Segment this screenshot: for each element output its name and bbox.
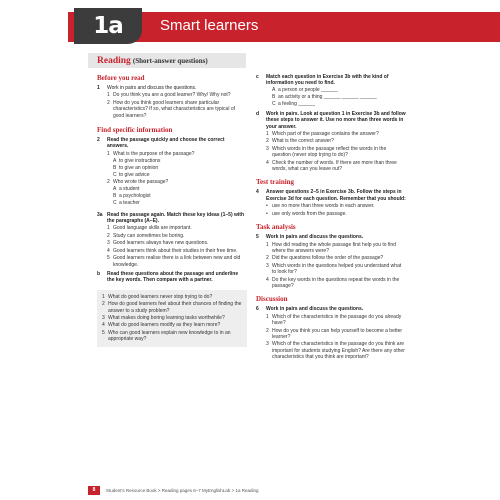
sub-question <box>97 248 247 254</box>
sub-question <box>97 255 247 268</box>
sub-question <box>256 242 406 255</box>
sub-question <box>256 131 406 137</box>
option-letter: B <box>113 164 117 171</box>
sub-question <box>256 255 406 261</box>
sub-text: How do good learners feel about their chances of finding the answer to a study problem? <box>108 301 242 314</box>
question-number: 1 <box>97 85 100 91</box>
question-4 <box>256 189 406 202</box>
sub-text: Check the number of words. If there are more than three words, what can you leave out? <box>272 159 397 173</box>
question-text: Read the passage again. Match these key ideas (1–5) with the paragraphs (A–E). <box>107 211 244 225</box>
sub-number: 2 <box>107 232 110 239</box>
bullet-item: • use no more than three words in each answer. <box>256 203 406 209</box>
sub-text: Do the key words in the questions repeat the words in the passage? <box>272 276 400 289</box>
box-question <box>102 330 242 343</box>
sub-number: 2 <box>107 99 110 106</box>
question-number: 6 <box>256 306 259 313</box>
question-5 <box>256 234 406 240</box>
section-title <box>97 54 208 68</box>
box-question <box>102 301 242 314</box>
question-text: Read the passage quickly and choose the correct answers. <box>107 137 225 150</box>
sub-number: 5 <box>102 329 105 336</box>
option-letter: B <box>113 193 117 200</box>
question-text: Work in pairs and discuss the questions. <box>266 234 364 241</box>
box-question <box>102 322 242 328</box>
option-text: to give an opinion <box>119 164 159 171</box>
sub-question <box>256 328 406 341</box>
question-3b <box>97 271 247 284</box>
sub-text: Which words in the questions helped you understand what to look for? <box>272 262 402 276</box>
sub-number: 1 <box>266 313 269 320</box>
sub-text: Good learners think about their studies in their free time. <box>113 247 238 254</box>
sub-number: 2 <box>266 327 269 334</box>
sub-number: 2 <box>266 255 269 262</box>
sub-text: Which of the characteristics in the passage do you already have? <box>272 313 402 327</box>
question-text: Work in pairs. Look at question 1 in Exercise 3b and follow these steps to answer it. Use no more than three words in your answer. <box>266 110 406 130</box>
box-question <box>102 315 242 321</box>
sub-text: Good language skills are important. <box>113 225 192 232</box>
sub-text: Who wrote the passage? <box>113 179 169 186</box>
sub-number: 5 <box>107 255 110 262</box>
section-title-main: Reading <box>97 56 131 66</box>
sub-question <box>97 240 247 246</box>
sub-question <box>256 277 406 290</box>
question-text: Work in pairs and discuss the questions. <box>107 85 197 91</box>
sub-number: 4 <box>107 247 110 254</box>
question-2 <box>97 137 247 150</box>
sub-number: 3 <box>266 145 269 152</box>
question-number: c <box>256 74 259 80</box>
sub-text: How do you think good learners share particular characteristics? If so, what characteristics are typical of good learners? <box>113 99 235 119</box>
question-3c <box>256 74 406 87</box>
option-text: an activity or a thing ______ ______ ______ <box>278 94 377 101</box>
page-number: 8 <box>88 486 100 495</box>
question-6 <box>256 306 406 312</box>
sub-number: 2 <box>266 138 269 145</box>
sub-question <box>97 92 247 98</box>
sub-text: What do good learners never stop trying to do? <box>108 293 213 300</box>
question-text: Read these questions about the passage and underline the key words. Then compare with a partner. <box>107 270 239 284</box>
option-text: a feeling ______ <box>278 101 315 108</box>
question-number: d <box>256 110 260 117</box>
question-number: 5 <box>256 234 259 241</box>
box-question <box>102 294 242 300</box>
questions-box <box>97 290 247 347</box>
unit-title: Smart learners <box>160 17 259 34</box>
sub-text: Good learners always have new questions. <box>113 240 209 247</box>
sub-question <box>256 138 406 144</box>
question-3a <box>97 212 247 225</box>
question-number: 3a <box>97 211 103 218</box>
question-text: Match each question in Exercise 3b with the kind of information you need to find. <box>266 74 389 87</box>
question-3d <box>256 111 406 130</box>
unit-badge: 1a <box>74 8 142 44</box>
option-text: a teacher <box>119 200 140 207</box>
sub-number: 4 <box>266 159 269 166</box>
option-letter: A <box>272 87 276 94</box>
heading-task-analysis: Task analysis <box>256 223 296 232</box>
bullet-text: use only words from the passage. <box>272 210 347 217</box>
question-number: 4 <box>256 189 259 196</box>
option-letter: C <box>113 200 117 207</box>
option-text: a psychologist <box>119 193 151 200</box>
question-text: Work in pairs and discuss the questions. <box>266 306 364 313</box>
bullet-text: use no more than three words in each answer. <box>272 203 375 210</box>
left-column <box>97 74 247 347</box>
sub-question <box>97 179 247 185</box>
sub-text: What is the purpose of the passage? <box>113 150 195 157</box>
sub-question <box>97 233 247 239</box>
option-item <box>97 172 247 178</box>
question-number: 2 <box>97 137 100 144</box>
option-text: a person or people ______ <box>278 87 338 94</box>
option-letter: C <box>272 101 276 108</box>
option-text: to give instructions <box>119 157 161 164</box>
question-number: b <box>97 270 101 277</box>
sub-text: Did the questions follow the order of the passage? <box>272 255 384 262</box>
sub-number: 1 <box>107 92 110 99</box>
sub-number: 1 <box>266 241 269 248</box>
option-text: to give advice <box>119 171 150 178</box>
sub-question <box>256 341 406 360</box>
heading-before-you-read: Before you read <box>97 74 145 82</box>
option-item <box>97 186 247 192</box>
sub-number: 1 <box>107 150 110 157</box>
option-text: a student <box>119 186 140 193</box>
option-item <box>256 87 406 93</box>
option-item <box>256 101 406 107</box>
sub-text: What do good learners modify as they learn more? <box>108 322 221 329</box>
sub-text: Who can good learners explain new knowledge to in an appropriate way? <box>108 329 231 343</box>
bullet-item: • use only words from the passage. <box>256 211 406 217</box>
sub-question <box>256 314 406 327</box>
sub-number: 4 <box>266 276 269 283</box>
sub-question <box>256 146 406 159</box>
option-letter: A <box>113 157 117 164</box>
sub-question <box>256 263 406 276</box>
sub-text: How do you think you can help yourself to become a better learner? <box>272 327 403 340</box>
option-item <box>97 200 247 206</box>
option-item <box>97 193 247 199</box>
sub-number: 3 <box>102 314 105 321</box>
option-letter: B <box>272 94 276 101</box>
option-item <box>97 165 247 171</box>
sub-number: 3 <box>266 341 269 348</box>
sub-number: 1 <box>107 225 110 232</box>
heading-test-training: Test training <box>256 178 295 187</box>
sub-text: Good learners realise there is a link between new and old knowledge. <box>113 255 241 268</box>
question-text: Answer questions 2–5 in Exercise 3b. Follow the steps in Exercise 3d for each question. Remember that you should: <box>266 189 406 202</box>
sub-text: Study can sometimes be boring. <box>113 232 185 239</box>
sub-question <box>97 100 247 119</box>
sub-number: 2 <box>107 179 110 186</box>
option-item <box>97 158 247 164</box>
option-item <box>256 94 406 100</box>
heading-find-specific-information: Find specific information <box>97 126 173 135</box>
right-column <box>256 74 406 361</box>
sub-text: How did reading the whole passage first help you to find where the answers were? <box>272 241 396 254</box>
question-1 <box>97 85 247 91</box>
option-letter: A <box>113 186 117 193</box>
sub-number: 1 <box>266 131 269 138</box>
sub-number: 2 <box>102 301 105 308</box>
sub-number: 3 <box>107 240 110 247</box>
sub-question <box>97 151 247 157</box>
heading-discussion: Discussion <box>256 295 288 304</box>
sub-text: Which of the characteristics in the passage do you think are important for students studying English? Are there any other characteristics that you think are important? <box>272 341 405 361</box>
option-letter: C <box>113 171 117 178</box>
sub-text: Which words in the passage reflect the words in the question (never stop trying to do)? <box>272 145 387 159</box>
sub-number: 1 <box>102 293 105 300</box>
sub-number: 4 <box>102 322 105 329</box>
sub-text: What is the correct answer? <box>272 138 334 145</box>
sub-question <box>256 160 406 173</box>
sub-text: What makes doing boring learning tasks worthwhile? <box>108 314 225 321</box>
sub-text: Which part of the passage contains the answer? <box>272 131 379 138</box>
sub-number: 3 <box>266 262 269 269</box>
sub-question <box>97 225 247 231</box>
section-title-sub: (Short-answer questions) <box>132 57 208 65</box>
sub-text: Do you think you are a good learner? Why/ Why not? <box>113 92 231 99</box>
footer-reference: Student's Resource Book > Reading pages 6–7 MyEnglishLab > 1a Reading <box>106 488 259 493</box>
